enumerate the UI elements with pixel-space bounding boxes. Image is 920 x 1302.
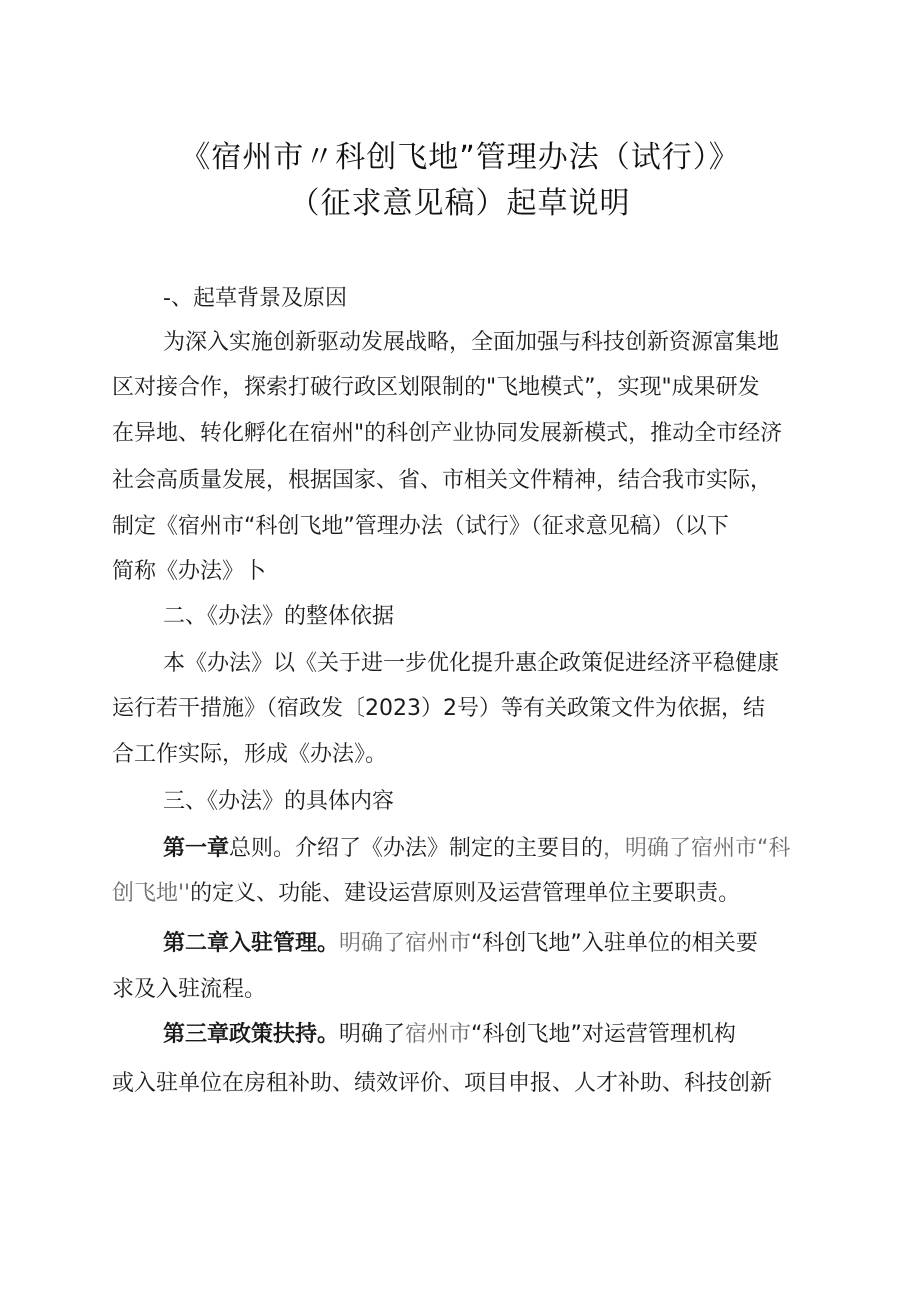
chapter-1-text-b: ，明确了宿州市“科 <box>603 836 791 861</box>
chapter-1-label: 第一章 <box>163 836 230 861</box>
section-2-line-2: 运行若干措施》（宿政发〔2023）2号）等有关政策文件为依据，结 <box>112 696 765 721</box>
chapter-3-text-b: “科创飞地”对运营管理机构 <box>471 1022 736 1047</box>
document-title-line-2: （征求意见稿）起草说明 <box>289 186 631 221</box>
chapter-3-text-a: 明确了 <box>339 1022 406 1047</box>
section-1-line-5: 制定《宿州市“科创飞地”管理办法（试行》（征求意见稿）（以下 <box>112 514 729 539</box>
section-3-heading: 三、《办法》的具体内容 <box>163 789 395 814</box>
chapter-3-paragraph-line-2: 或入驻单位在房租补助、绩效评价、项目申报、人才补助、科技创新 <box>112 1071 773 1096</box>
section-1-line-3: 在异地、转化孵化在宿州"的科创产业协同发展新模式，推动全市经济 <box>112 421 783 446</box>
section-1-line-6: 简称《办法》卜 <box>112 559 267 584</box>
section-1-line-4: 社会高质量发展，根据国家、省、市相关文件精神，结合我市实际， <box>112 468 773 493</box>
section-2-line-3: 合工作实际，形成《办法》。 <box>112 742 388 767</box>
chapter-1-text-c: 的定义、功能、建设运营原则及运营管理单位主要职责。 <box>190 881 741 906</box>
section-1-line-2: 区对接合作，探索打破行政区划限制的"飞地模式”，实现"成果研发 <box>112 375 760 400</box>
chapter-3-paragraph-line-1 <box>163 1020 736 1050</box>
chapter-3-gray-text: 宿州市 <box>405 1022 472 1047</box>
document-title-line-1: 《宿州市〃科创飞地”管理办法（试行）》 <box>180 140 740 175</box>
section-2-heading: 二、《办法》的整体依据 <box>163 604 395 629</box>
chapter-3-label: 第三章政策扶持。 <box>163 1022 340 1047</box>
section-1-line-1: 为深入实施创新驱动发展战略，全面加强与科技创新资源富集地 <box>163 330 780 355</box>
chapter-1-text-a: 总则。介绍了《办法》制定的主要目的 <box>229 836 604 861</box>
chapter-2-gray-text: 明确了宿州市 <box>339 931 472 956</box>
chapter-1-term: 创飞地'' <box>112 881 191 906</box>
chapter-2-text: “科创飞地”入驻单位的相关要 <box>471 931 758 956</box>
chapter-2-label: 第二章入驻管理。 <box>163 931 340 956</box>
chapter-1-paragraph-line-1 <box>163 834 790 864</box>
chapter-2-paragraph-line-1 <box>163 929 758 959</box>
chapter-1-paragraph-line-2 <box>112 879 740 909</box>
chapter-2-paragraph-line-2: 求及入驻流程。 <box>112 977 267 1002</box>
section-2-line-1: 本《办法》以《关于进一步优化提升惠企政策促进经济平稳健康 <box>163 651 780 676</box>
section-1-heading: -、起草背景及原因 <box>163 286 347 311</box>
